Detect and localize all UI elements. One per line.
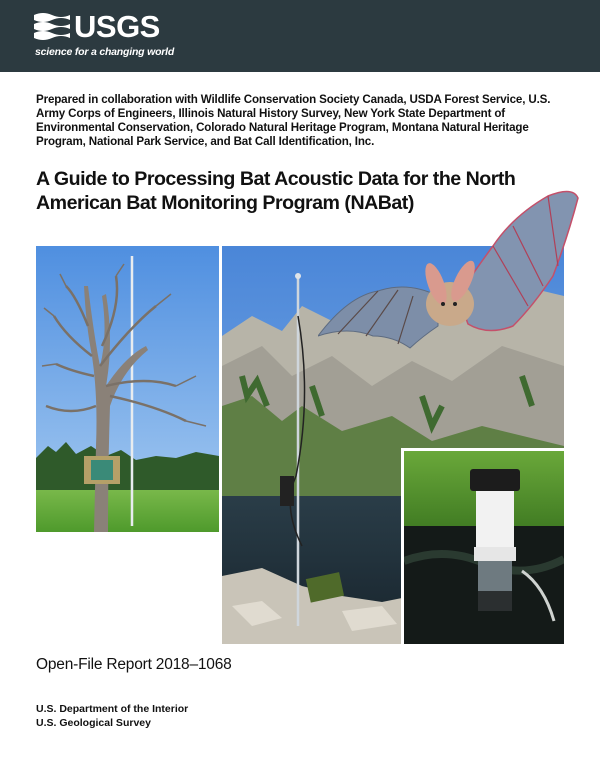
report-number: Open-File Report 2018–1068 (36, 656, 232, 673)
survey-name: U.S. Geological Survey (36, 717, 151, 729)
flying-bat-photo (318, 186, 580, 364)
report-title: A Guide to Processing Bat Acoustic Data for the North American Bat Monitoring Program (NABat) (36, 168, 516, 214)
logo-wordmark: USGS (74, 9, 160, 44)
tree-detector-photo (36, 246, 219, 532)
usgs-logo[interactable] (34, 9, 184, 63)
microphone-housing-photo (404, 451, 564, 644)
collaboration-statement: Prepared in collaboration with Wildlife Conservation Society Canada, USDA Forest Service, U.S. Army Corps of Engineers, Illinois Natural History Survey, New York State Department of Environmental Conservation, Colorado Natural Heritage Program, Montana Natural Heritage Program, National Park Service, and Bat Call Identification, Inc. (36, 93, 551, 148)
department-name: U.S. Department of the Interior (36, 703, 189, 715)
usgs-wave-icon (34, 13, 70, 43)
header-bar (0, 0, 600, 72)
logo-tagline: science for a changing world (35, 46, 175, 58)
agency-block (36, 702, 188, 730)
